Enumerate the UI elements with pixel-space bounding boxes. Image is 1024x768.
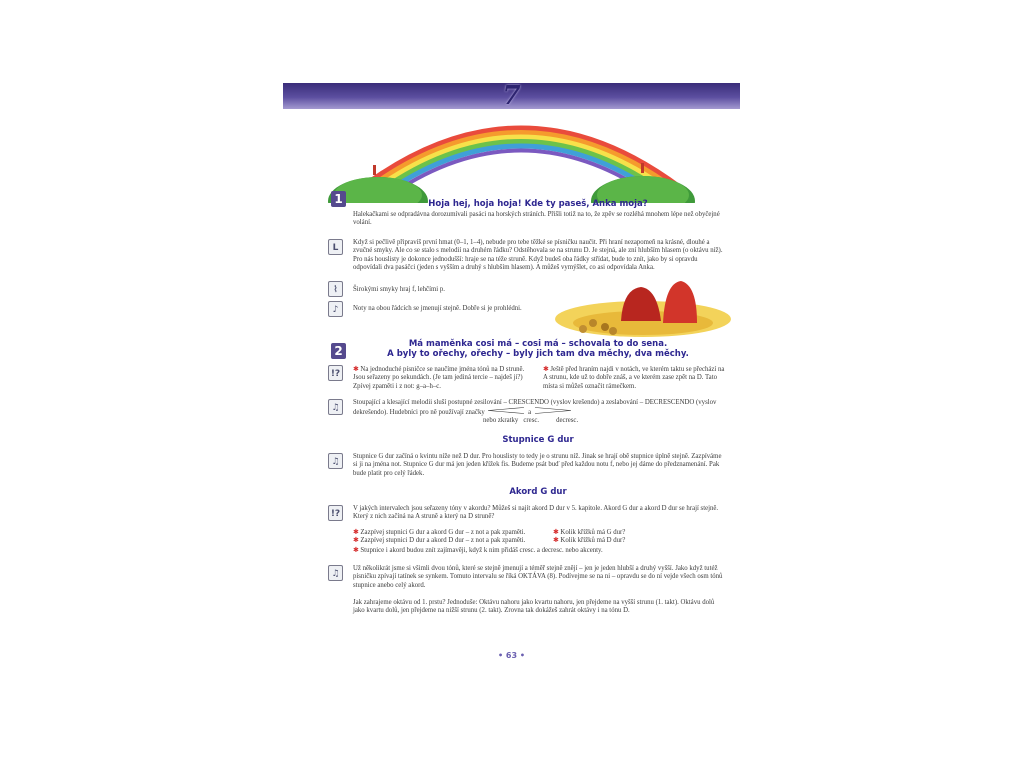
section1-dynamics-note: Širokými smyky hraj f, lehčími p. — [353, 286, 445, 293]
section-number-2: 2 — [331, 343, 346, 359]
section2-title-line1: Má maměnka cosi má – cosi má – schovala to do sena. — [408, 339, 668, 349]
section1-paragraph: Když si pečlivě připravíš první hmat (0–1, 1–4), nebude pro tebe těžké se písničku naučit. Při hraní nezapomeň na krásné, dlouhé a zvučné smyky. Ale co se stalo s melodií na druhém řádku? Odstěhovala se na strunu D. Je stejná, ale zní hlubším hlasem (o oktávu níž). Pro nás houslisty je dokonce jednodušší: hraje se na téže struně. Když budeš oba řádky střídat, bude to znít, jako by si opravdu odpovídali dva pasáčci (jeden s vyšším a druhý s hlubším hlasem). A můžeš vymýšlet, co asi odpovídala Anka. — [353, 239, 723, 272]
crescendo-sign — [486, 407, 526, 414]
chord-title: Akord G dur — [509, 487, 567, 497]
list-item: ✱ Zazpívej stupnici G dur a akord G dur – z not a pak zpaměti. — [353, 529, 526, 536]
octave-practice-paragraph: Jak zahrajeme oktávu od 1. prstu? Jednoduše: Oktávu nahoru jako kvartu nahoru, jen přejdeme na vyšší strunu (1. takt). Oktávu dolů jako kvartu dolů, jen přejdeme na nižší strunu (2. takt). Zrovna tak dokážeš zahrát oktávy i na tónu D. — [353, 599, 715, 615]
list-item: ✱ Zazpívej stupnici D dur a akord D dur – z not a pak zpaměti. — [353, 537, 526, 545]
section-number-1: 1 — [331, 191, 346, 207]
question-icon: !? — [328, 505, 343, 521]
section2-right-column: ✱ Ještě před hraním najdi v notách, ve kterém taktu se přechází na A strunu, kde už to dobře znáš, a ve kterém zase zpět na D. Tato místa si můžeš označit rámečkem. — [543, 366, 725, 390]
list-item: ✱ Kolik křížků má D dur? — [553, 537, 626, 545]
music-icon: ♫ — [328, 399, 343, 415]
section1-title: Hoja hej, hoja hoja! Kde ty paseš, Anka moja? — [428, 199, 648, 209]
hay-and-nuts-illustration — [553, 279, 733, 339]
page-number: • 63 • — [498, 651, 525, 660]
chord-bullets-left — [353, 529, 553, 546]
music-icon: ♫ — [328, 453, 343, 469]
list-item: ✱ Kolik křížků má G dur? — [553, 529, 626, 536]
chord-paragraph: V jakých intervalech jsou seřazeny tóny v akordu? Můžeš si najít akord D dur v 5. kapitole. Akord G dur a akord D dur se hrají stejně. Který z nich začíná na A struně a který na D struně? — [353, 505, 719, 521]
dynamics-abbreviations: nebo zkratky cresc. decresc. — [483, 417, 579, 424]
textbook-page — [283, 83, 740, 683]
chapter-number: 7 — [502, 83, 521, 111]
section2-left-column: ✱ Na jednoduché písničce se naučíme jména tónů na D struně. Jsou seřazeny po sekundách. (Je tam jediná tercie – najdeš ji?) Zpívej zpaměti i z not: g–a–h–c. — [353, 366, 525, 390]
chord-bullets-right — [553, 529, 728, 546]
scale-paragraph: Stupnice G dur začíná o kvintu níže než D dur. Pro houslisty to tedy je o strunu níž. Jinak se hrají obě stupnice úplně stejně. Zazpíváme si ji na jména not. Stupnice G dur má jen jeden křížek fis. Budeme psát buď před každou notu f, nebo jej dáme do předznamenání. Pak bude platit pro celý řádek. — [353, 453, 722, 477]
section2-title-line2: A byly to ořechy, ořechy – byly jich tam dva měchy, dva měchy. — [387, 349, 689, 359]
green-hills-illustration — [323, 143, 703, 203]
scale-title: Stupnice G dur — [502, 435, 574, 445]
practice-icon: L — [328, 239, 343, 255]
section1-intro: Halekačkami se odpradávna dorozumívali pasáci na horských stráních. Přišli totiž na to, že zpěv se rozléhá mnohem lépe než obyčejné volání. — [353, 211, 720, 227]
bow-icon: ⌇ — [328, 281, 343, 297]
decrescendo-sign — [533, 407, 573, 414]
notes-icon: ♪ — [328, 301, 343, 317]
section1-notes-note: Noty na obou řádcích se jmenují stejně. Dobře si je prohlédni. — [353, 305, 522, 312]
chord-bullet-full: ✱ Stupnice i akord budou znít zajímavěji, když k nim přidáš cresc. a decresc. nebo akcenty. — [353, 547, 603, 554]
octave-paragraph: Už několikrát jsme si všimli dvou tónů, které se stejně jmenují a téměř stejně znějí – jen je jeden hlubší a druhý vyšší. Jako když tutéž písničku zpívají tatínek se synkem. Tomuto intervalu se říká OKTÁVA (8). Podívejme se na ni – opravdu se do ní vejde všech osm tónů stupnice anebo celý akord. — [353, 565, 723, 589]
section2-dynamics-paragraph: Stoupající a klesající melodii sluší postupné zesilování – CRESCENDO (vyslov krešendo) a zeslabování – DECRESCENDO (vyslov dekrešendo). Hudebníci pro ně používají značky a — [353, 399, 717, 417]
question-icon: !? — [328, 365, 343, 381]
music-icon: ♫ — [328, 565, 343, 581]
